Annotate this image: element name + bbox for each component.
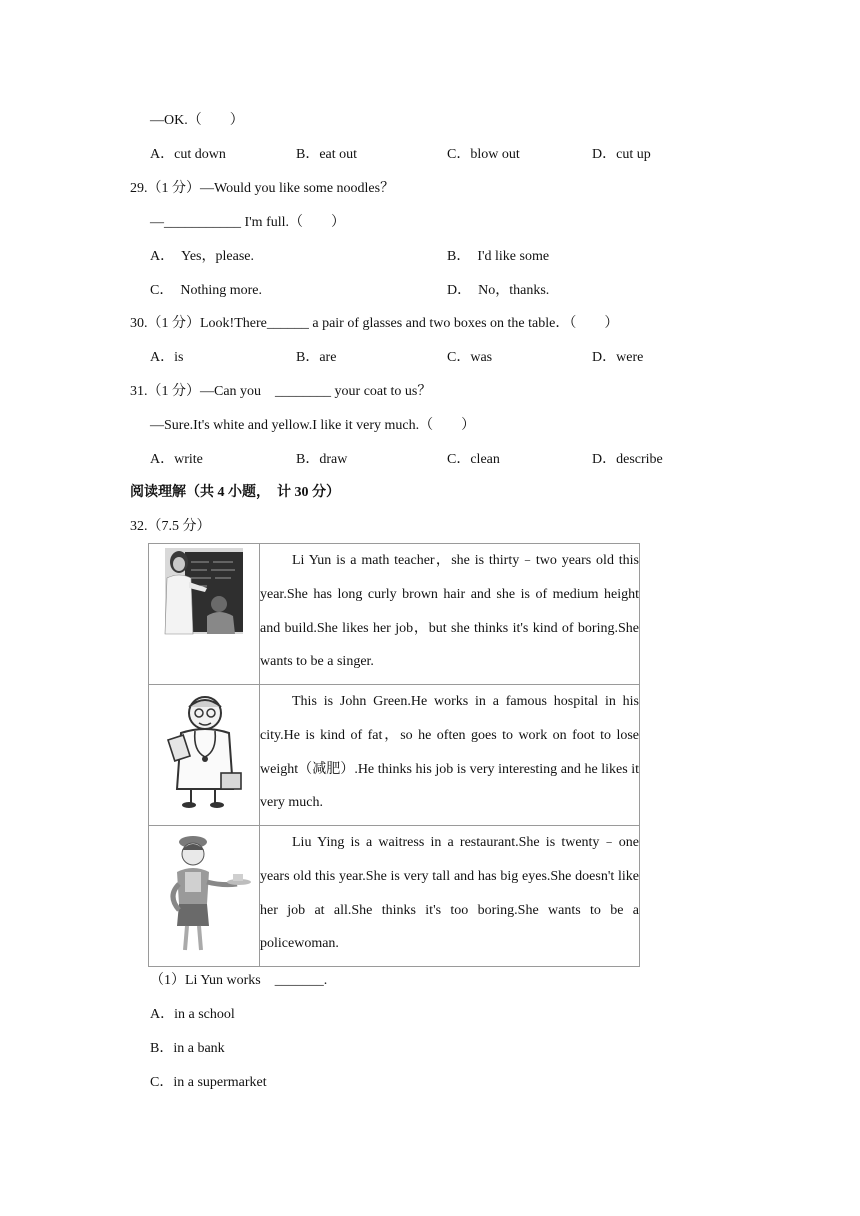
q29-stem: 29.（1 分）—Would you like some noodles？ <box>130 181 395 196</box>
liu-ying-paragraph: Liu Ying is a waitress in a restaurant.She is twenty﹣one years old this year.She is very tall and has big eyes.She doesn't like her job at all.She thinks it's too boring.She wants to be a policewoman. <box>260 835 639 952</box>
text-cell <box>260 544 640 685</box>
q30-option-d[interactable]: D．were <box>592 350 644 365</box>
image-cell <box>149 685 260 826</box>
q29-option-a[interactable]: A． Yes，please. <box>150 249 254 264</box>
q31-option-b[interactable]: B．draw <box>296 452 348 467</box>
q32-stem: 32.（7.5 分） <box>130 519 211 534</box>
table-row <box>149 685 640 826</box>
image-cell <box>149 544 260 685</box>
john-green-paragraph: This is John Green.He works in a famous hospital in his city.He is kind of fat，so he often goes to work on foot to lose weight（减肥）.He thinks his job is very interesting and he likes it very much. <box>260 694 639 811</box>
text-cell <box>260 826 640 967</box>
q31-option-d[interactable]: D．describe <box>592 452 663 467</box>
q30-stem: 30.（1 分）Look!There______ a pair of glasses and two boxes on the table．（ ） <box>130 316 619 331</box>
q32-sub1-option-c[interactable]: C．in a supermarket <box>150 1075 267 1090</box>
li-yun-paragraph: Li Yun is a math teacher，she is thirty﹣two years old this year.She has long curly brown hair and she is of medium height and build.She likes her job，but she thinks it's kind of boring.She wants to be a singer. <box>260 553 639 670</box>
q28-option-b[interactable]: B．eat out <box>296 147 358 162</box>
q32-sub1-stem: （1）Li Yun works _______. <box>150 973 328 988</box>
q32-sub1-option-b[interactable]: B．in a bank <box>150 1041 225 1056</box>
waitress-cartoon-icon <box>149 826 259 966</box>
q30-option-a[interactable]: A．is <box>150 350 184 365</box>
q28-answer-line: —OK.（ ） <box>150 113 244 128</box>
q30-option-c[interactable]: C．was <box>447 350 493 365</box>
q31-answer-line: —Sure.It's white and yellow.I like it very much.（ ） <box>150 418 476 433</box>
q32-sub1-option-a[interactable]: A．in a school <box>150 1007 235 1022</box>
q31-option-c[interactable]: C．clean <box>447 452 500 467</box>
teacher-photo-icon <box>149 544 259 684</box>
q29-answer-line: —___________ I'm full.（ ） <box>150 215 346 230</box>
text-cell <box>260 685 640 826</box>
q29-option-d[interactable]: D． No，thanks. <box>447 283 550 298</box>
doctor-cartoon-icon <box>149 685 259 825</box>
table-row <box>149 544 640 685</box>
q28-option-d[interactable]: D．cut up <box>592 147 651 162</box>
q31-stem: 31.（1 分）—Can you ________ your coat to us？ <box>130 384 432 399</box>
q30-option-b[interactable]: B．are <box>296 350 337 365</box>
q28-option-c[interactable]: C．blow out <box>447 147 520 162</box>
q29-option-b[interactable]: B． I'd like some <box>447 249 550 264</box>
q29-option-c[interactable]: C． Nothing more. <box>150 283 262 298</box>
reading-table <box>148 543 640 967</box>
image-cell <box>149 826 260 967</box>
section-heading: 阅读理解（共 4 小题， 计 30 分） <box>130 485 340 500</box>
q31-option-a[interactable]: A．write <box>150 452 203 467</box>
q28-option-a[interactable]: A．cut down <box>150 147 226 162</box>
table-row <box>149 826 640 967</box>
